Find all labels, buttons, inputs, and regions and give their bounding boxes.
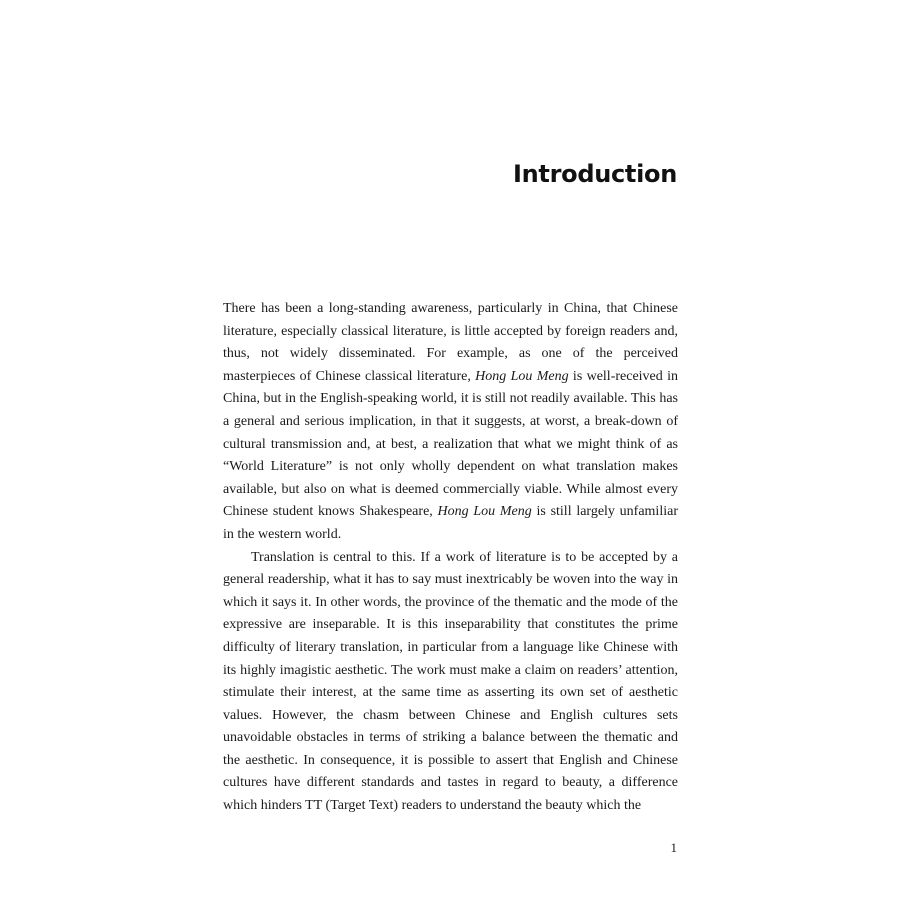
paragraph-1-segment: There has been a long-standing awareness, particularly in China, that Chinese literature, especially classical literature, is little accepted by foreign readers and, thus, not widely disseminated. For example, as one of the perceived masterpieces of Chinese classical literature, <box>223 301 678 384</box>
paragraph-2 <box>223 547 678 818</box>
page-number: 1 <box>670 840 677 855</box>
paragraph-2-segment: Translation is central to this. If a work of literature is to be accepted by a general readership, what it has to say must inextricably be woven into the way in which it says it. In other words, the province of the thematic and the mode of the expressive are inseparable. It is this inseparability that constitutes the prime difficulty of literary translation, in particular from a language like Chinese with its highly imagistic aesthetic. The work must make a claim on readers’ attention, stimulate their interest, at the same time as asserting its own set of aesthetic values. However, the chasm between Chinese and English cultures sets unavoidable obstacles in terms of striking a balance between the thematic and the aesthetic. In consequence, it is possible to assert that English and Chinese cultures have different standards and tastes in regard to beauty, a difference which hinders TT (Target Text) readers to understand the beauty which the <box>223 549 678 814</box>
paragraph-1-segment: is still largely unfamiliar in the western world. <box>223 504 678 542</box>
paragraph-1 <box>223 298 678 547</box>
book-title-italic: Hong Lou Meng <box>437 504 532 520</box>
book-title-italic: Hong Lou Meng <box>475 368 569 384</box>
body-text <box>223 298 678 818</box>
chapter-title: Introduction <box>513 160 677 188</box>
paragraph-1-segment: is well-received in China, but in the English-speaking world, it is still not readily available. This has a general and serious implication, in that it suggests, at worst, a break-down of cultural transmission and, at best, a realization that what we might think of as “World Literature” is not only wholly dependent on what translation makes available, but also on what is deemed commercially viable. While almost every Chinese student knows Shakespeare, <box>223 368 678 520</box>
